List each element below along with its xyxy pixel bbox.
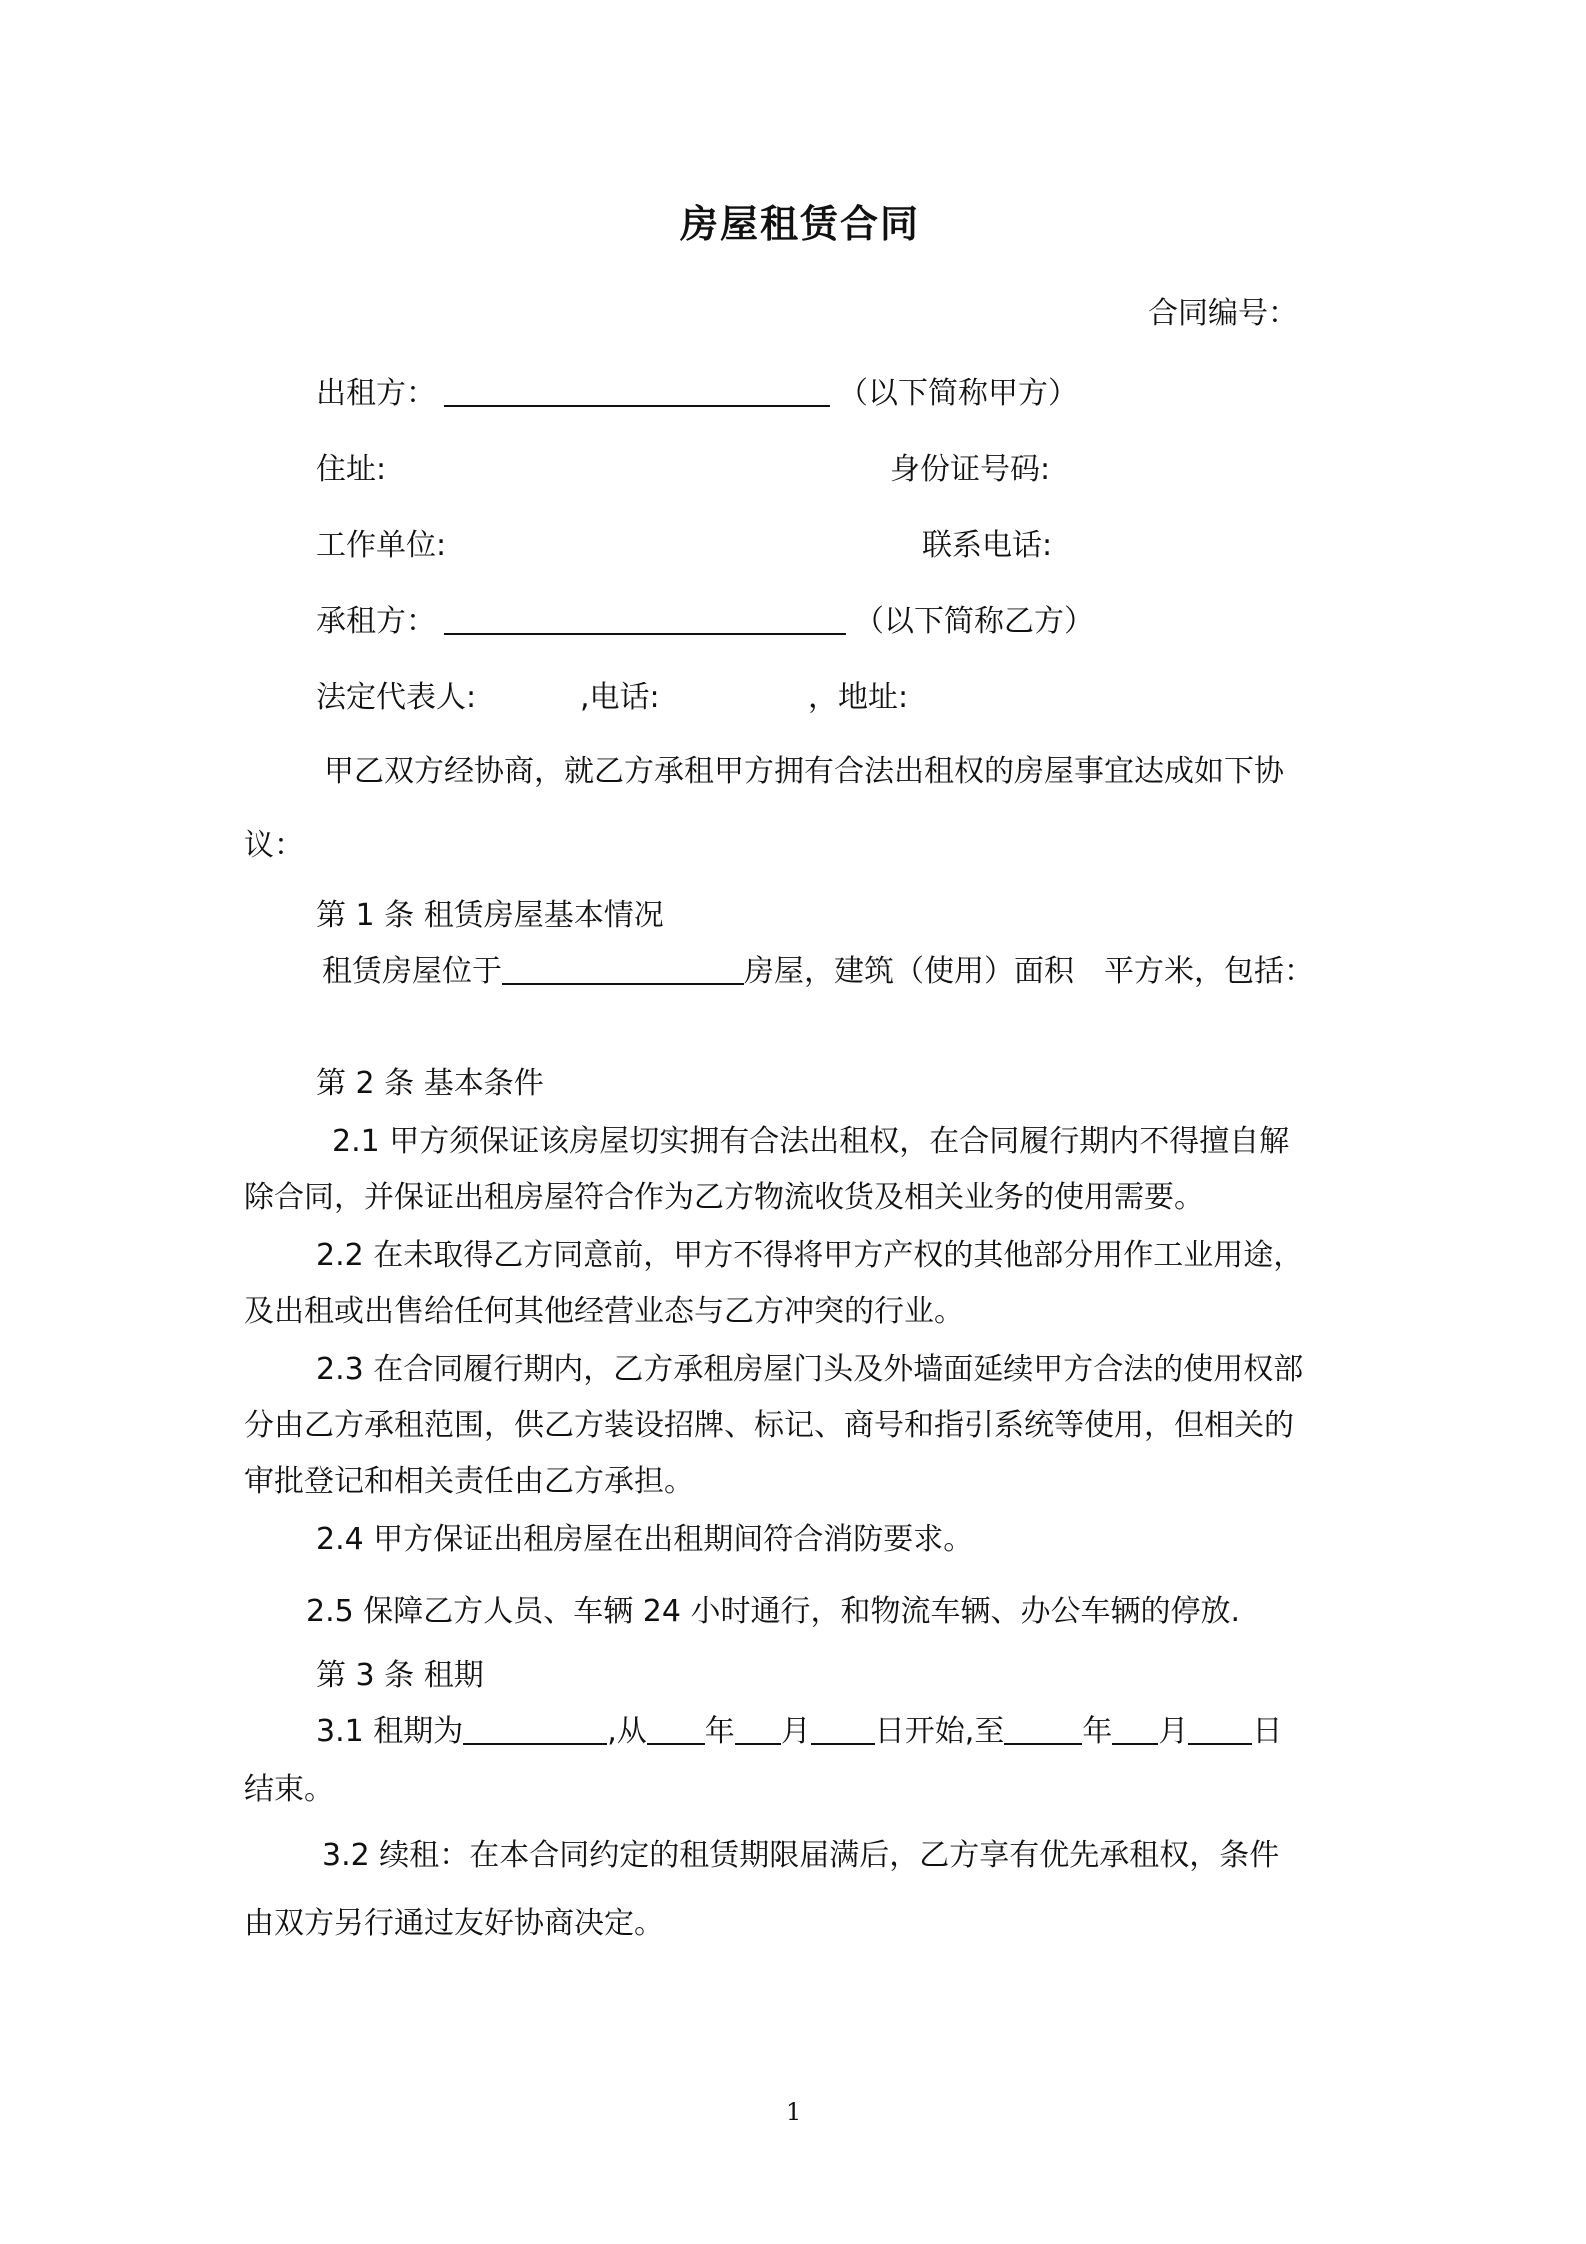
end-year-blank [1004, 1713, 1082, 1745]
intro-line-2: 议： [244, 828, 304, 863]
start-day-blank [811, 1713, 875, 1745]
lessee-suffix: （以下简称乙方） [854, 604, 1094, 639]
representative-address-label: ，地址: [808, 680, 909, 715]
location-blank [502, 953, 744, 985]
article-2-heading: 第 2 条 基本条件 [316, 1066, 544, 1101]
end-month-blank [1112, 1713, 1158, 1745]
lessee-label: 承租方： [316, 604, 436, 639]
clause-3-2-line-1: 3.2 续租：在本合同约定的租赁期限届满后，乙方享有优先承租权，条件 [322, 1838, 1280, 1873]
clause-3-1-line-1 [316, 1712, 1282, 1752]
article-1-text [322, 952, 1314, 992]
start-day-label: 日开始,至 [874, 1714, 1005, 1749]
document-title: 房屋租赁合同 [680, 202, 921, 246]
clause-2-4: 2.4 甲方保证出租房屋在出租期间符合消防要求。 [316, 1522, 974, 1557]
term-label: 3.1 租期为 [316, 1714, 464, 1749]
lessor-suffix: （以下简称甲方） [838, 376, 1078, 411]
clause-3-2-line-2: 由双方另行通过友好协商决定。 [244, 1906, 664, 1941]
address-label: 住址: [316, 452, 387, 487]
lessor-line [316, 374, 1078, 414]
clause-2-3-line-1: 2.3 在合同履行期内，乙方承租房屋门头及外墙面延续甲方合法的使用权部 [316, 1352, 1304, 1387]
clause-3-1-line-2: 结束。 [244, 1772, 334, 1807]
start-year-label: 年 [704, 1714, 735, 1749]
representative-phone-label: ,电话: [580, 680, 660, 715]
from-label: ,从 [607, 1714, 647, 1749]
contract-number-label: 合同编号： [1148, 296, 1298, 331]
area-label: 房屋，建筑（使用）面积 [744, 954, 1074, 989]
id-number-label: 身份证号码: [890, 452, 1051, 487]
term-blank [463, 1713, 607, 1745]
end-day-label: 日 [1252, 1714, 1283, 1749]
lessee-blank [444, 603, 846, 635]
end-month-label: 月 [1158, 1714, 1189, 1749]
employer-label: 工作单位: [316, 528, 447, 563]
location-label: 租赁房屋位于 [322, 954, 502, 989]
clause-2-5: 2.5 保障乙方人员、车辆 24 小时通行，和物流车辆、办公车辆的停放. [306, 1594, 1241, 1629]
article-1-heading: 第 1 条 租赁房屋基本情况 [316, 898, 664, 933]
start-year-blank [647, 1713, 705, 1745]
lessee-line [316, 602, 1094, 642]
page-number: 1 [786, 2098, 802, 2126]
intro-line-1: 甲乙双方经协商，就乙方承租甲方拥有合法出租权的房屋事宜达成如下协 [324, 754, 1284, 789]
clause-2-3-line-2: 分由乙方承租范围，供乙方装设招牌、标记、商号和指引系统等使用，但相关的 [244, 1408, 1294, 1443]
end-day-blank [1188, 1713, 1252, 1745]
start-month-label: 月 [780, 1714, 811, 1749]
legal-representative-label: 法定代表人: [316, 680, 477, 715]
start-month-blank [735, 1713, 781, 1745]
clause-2-3-line-3: 审批登记和相关责任由乙方承担。 [244, 1464, 694, 1499]
area-unit: 平方米，包括： [1104, 954, 1314, 989]
article-3-heading: 第 3 条 租期 [316, 1658, 484, 1693]
clause-2-1-line-2: 除合同，并保证出租房屋符合作为乙方物流收货及相关业务的使用需要。 [244, 1180, 1204, 1215]
clause-2-1-line-1: 2.1 甲方须保证该房屋切实拥有合法出租权，在合同履行期内不得擅自解 [332, 1124, 1290, 1159]
clause-2-2-line-2: 及出租或出售给任何其他经营业态与乙方冲突的行业。 [244, 1294, 964, 1329]
phone-label: 联系电话: [922, 528, 1053, 563]
lessor-label: 出租方： [316, 376, 436, 411]
lessor-blank [444, 375, 830, 407]
clause-2-2-line-1: 2.2 在未取得乙方同意前，甲方不得将甲方产权的其他部分用作工业用途， [316, 1238, 1304, 1273]
end-year-label: 年 [1082, 1714, 1113, 1749]
